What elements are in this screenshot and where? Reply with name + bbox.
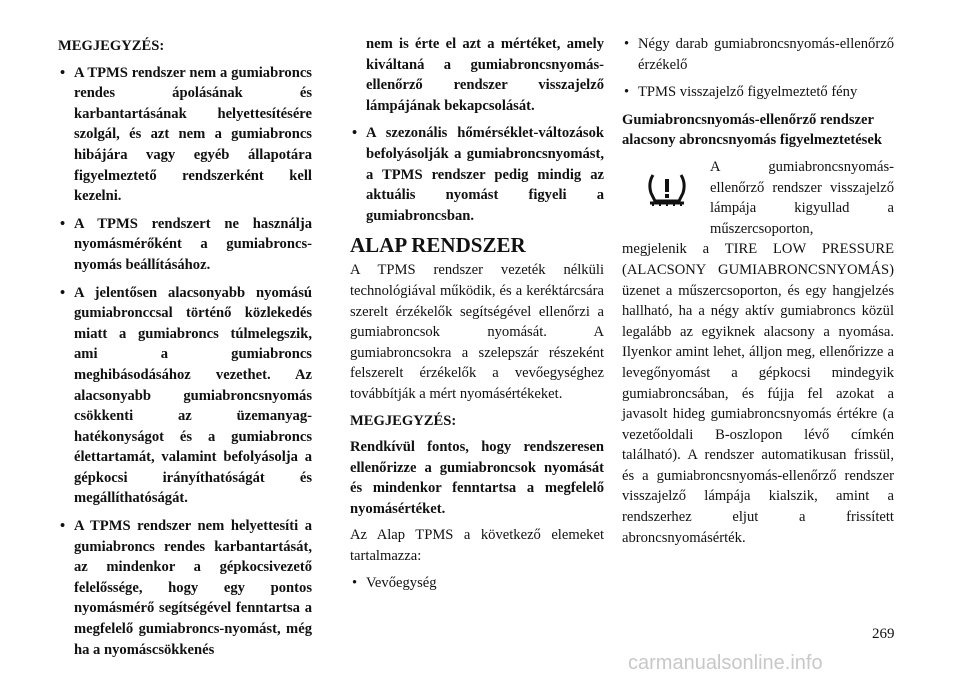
column-right [622,34,894,554]
note-bullet-4: • A TPMS rendszer nem helyettesíti a gumiabroncs rendes karbantartását, az mindenkor a gépkocsivezető felelőssége, hogy egy pontos nyomásmérő segítségével fenntartsa a megfelelő gumiabroncs-nyomást, még ha a nyomáscsökkenés [58,516,312,660]
contents-list [350,573,604,594]
note-heading-2: MEGJEGYZÉS: [350,412,457,429]
section-title: ALAP RENDSZER [350,233,526,258]
note-bullet-list-continued [350,34,604,226]
warning-block [622,157,894,239]
note-bullet-2: • A TPMS rendszert ne használja nyomásmérőként a gumiabroncs-nyomás beállításához. [58,214,312,276]
contents-intro: Az Alap TPMS a következő elemeket tartalmazza: [350,527,604,565]
note-heading: MEGJEGYZÉS: [58,38,165,54]
note-bullet-3: • A jelentősen alacsonyabb nyomású gumiabronccsal történő közlekedés miatt a gumiabroncs túlmelegszik, ami a gumiabroncs meghibásodásához vezethet. Az alacsonyabb gumiabroncsnyomás csökkenti az üzemanyag-hatékonyságot és a gumiabroncs élettartamát, valamint befolyásolja a gépkocsi irányíthatóságát és megállíthatóságát. [58,283,312,510]
page-number: 269 [872,626,895,642]
tpms-warning-icon [646,171,688,207]
column-left [58,34,312,667]
contents-item-warning-light: • TPMS visszajelző figyelmeztető fény [622,82,894,103]
warning-body: megjelenik a TIRE LOW PRESSURE (ALACSONY GUMIABRONCSNYOMÁS) üzenet a műszercsoporton, és egy hangjelzés hallható, ha a négy aktív gumiabroncs közül legalább az egyiknek alacsony a nyomása. Ilyenkor amint lehet, álljon meg, ellenőrizze a levegőnyomást a gépkocsi mindegyik gumiabroncsában, és fújja fel azokat a javasolt hideg gumiabroncsnyomás értékre (a vezetőoldali B-oszlopon lévő címkén található). A rendszer automatikusan frissül, és a gumiabroncsnyomás-ellenőrző rendszer visszajelző lámpája kialszik, amint a rendszerhez eljut a frissített abroncsnyomásérték. [622,241,894,546]
note-bullet-list [58,63,312,661]
note-bullet-4-continuation: nem is érte el azt a mértéket, amely kiváltaná a gumiabroncsnyomás-ellenőrző rendszer visszajelző lámpájának bekapcsolását. [366,36,604,114]
note-bullet-1: • A TPMS rendszer nem a gumiabroncs rendes ápolásának és karbantartásának helyettesítésére szolgál, és azt nem a gumiabroncs hibájára vagy egyéb állapotára figyelmeztető rendszerként kell kezelni. [58,63,312,207]
warning-intro: A gumiabroncsnyomás-ellenőrző rendszer visszajelző lámpája kigyullad a műszercsoporton, [710,158,894,237]
section-body: A TPMS rendszer vezeték nélküli technológiával működik, és a keréktárcsára szerelt érzékelők segítségével ellenőrzi a gumiabroncsok nyomását. A gumiabroncsokra a szelepszár részeként felszerelt érzékelők a vevőegységhez továbbítják a mért nyomásértékeket. [350,262,604,402]
subheading: Gumiabroncsnyomás-ellenőrző rendszer alacsony abroncsnyomás figyelmeztetések [622,111,882,149]
watermark: carmanualsonline.info [628,652,823,674]
note-body: Rendkívül fontos, hogy rendszeresen ellenőrizze a gumiabroncsok nyomását és mindenkor fenntartsa a megfelelő nyomásértéket. [350,439,604,517]
note-bullet-5: • A szezonális hőmérséklet-változások befolyásolják a gumiabroncsnyomást, a TPMS rendszer pedig mindig az aktuális nyomást figyeli a gumiabroncsban. [350,123,604,226]
contents-list-continued [622,34,894,103]
column-middle [350,34,604,600]
contents-item-sensors: • Négy darab gumiabroncsnyomás-ellenőrző érzékelő [622,34,894,75]
contents-item-receiver: • Vevőegység [350,573,604,594]
